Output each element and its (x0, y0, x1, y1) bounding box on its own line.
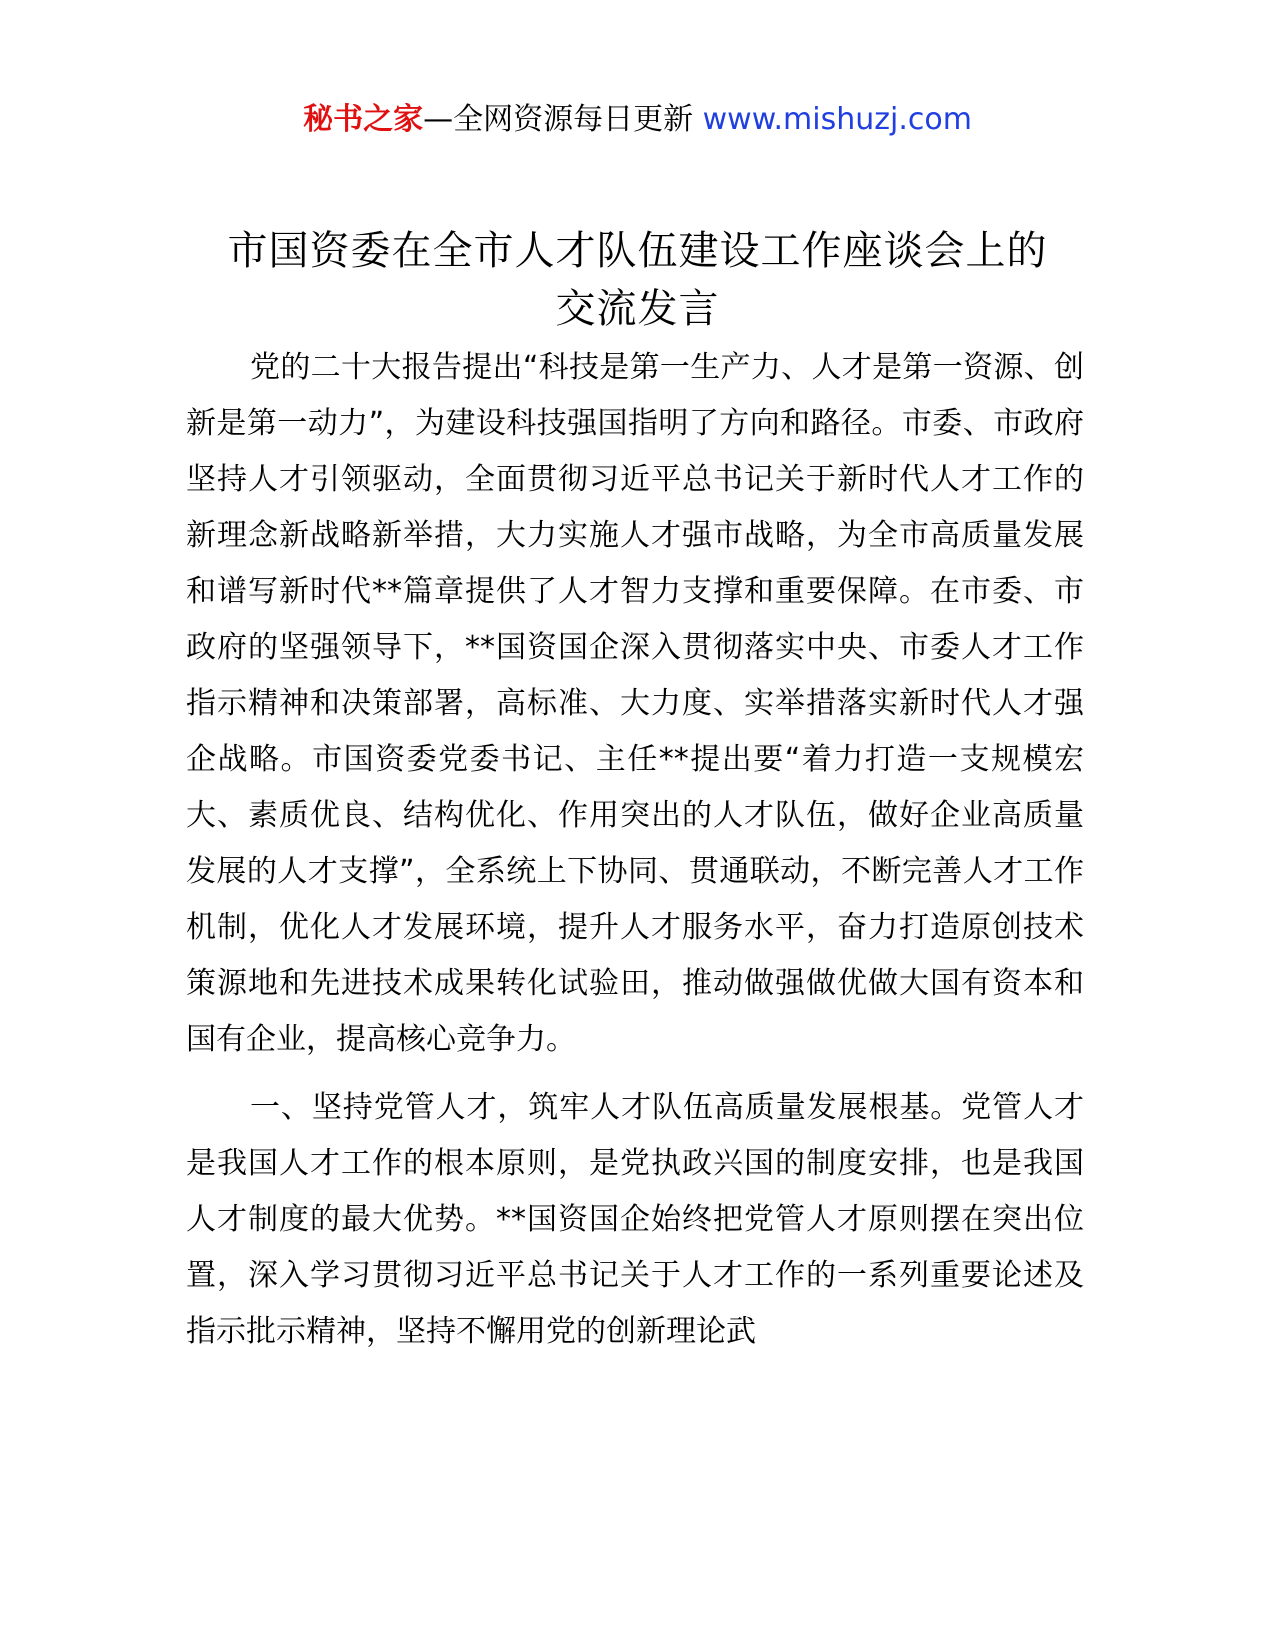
title-line-2: 交流发言 (555, 286, 720, 332)
website-url[interactable]: www.mishuzj.com (702, 102, 972, 137)
document-title (150, 222, 1125, 338)
title-line-1: 市国资委在全市人才队伍建设工作座谈会上的 (227, 228, 1048, 274)
page-header (0, 100, 1275, 140)
paragraph-section-1: 一、坚持党管人才，筑牢人才队伍高质量发展根基。党管人才是我国人才工作的根本原则，是党执政兴国的制度安排，也是我国人才制度的最大优势。**国资国企始终把党管人才原则摆在突出位置，深入学习贯彻习近平总书记关于人才工作的一系列重要论述及指示批示精神，坚持不懈用党的创新理论武 (186, 1090, 1084, 1349)
brand-name: 秘书之家 (303, 102, 424, 137)
header-tagline: —全网资源每日更新 (423, 102, 703, 137)
paragraph-intro: 党的二十大报告提出“科技是第一生产力、人才是第一资源、创新是第一动力”，为建设科技强国指明了方向和路径。市委、市政府坚持人才引领驱动，全面贯彻习近平总书记关于新时代人才工作的新理念新战略新举措，大力实施人才强市战略，为全市高质量发展和谱写新时代**篇章提供了人才智力支撑和重要保障。在市委、市政府的坚强领导下，**国资国企深入贯彻落实中央、市委人才工作指示精神和决策部署，高标准、大力度、实举措落实新时代人才强企战略。市国资委党委书记、主任**提出要“着力打造一支规模宏大、素质优良、结构优化、作用突出的人才队伍，做好企业高质量发展的人才支撑”，全系统上下协同、贯通联动，不断完善人才工作机制，优化人才发展环境，提升人才服务水平，奋力打造原创技术策源地和先进技术成果转化试验田，推动做强做优做大国有资本和国有企业，提高核心竞争力。 (186, 350, 1084, 1057)
document-body (186, 340, 1084, 1372)
